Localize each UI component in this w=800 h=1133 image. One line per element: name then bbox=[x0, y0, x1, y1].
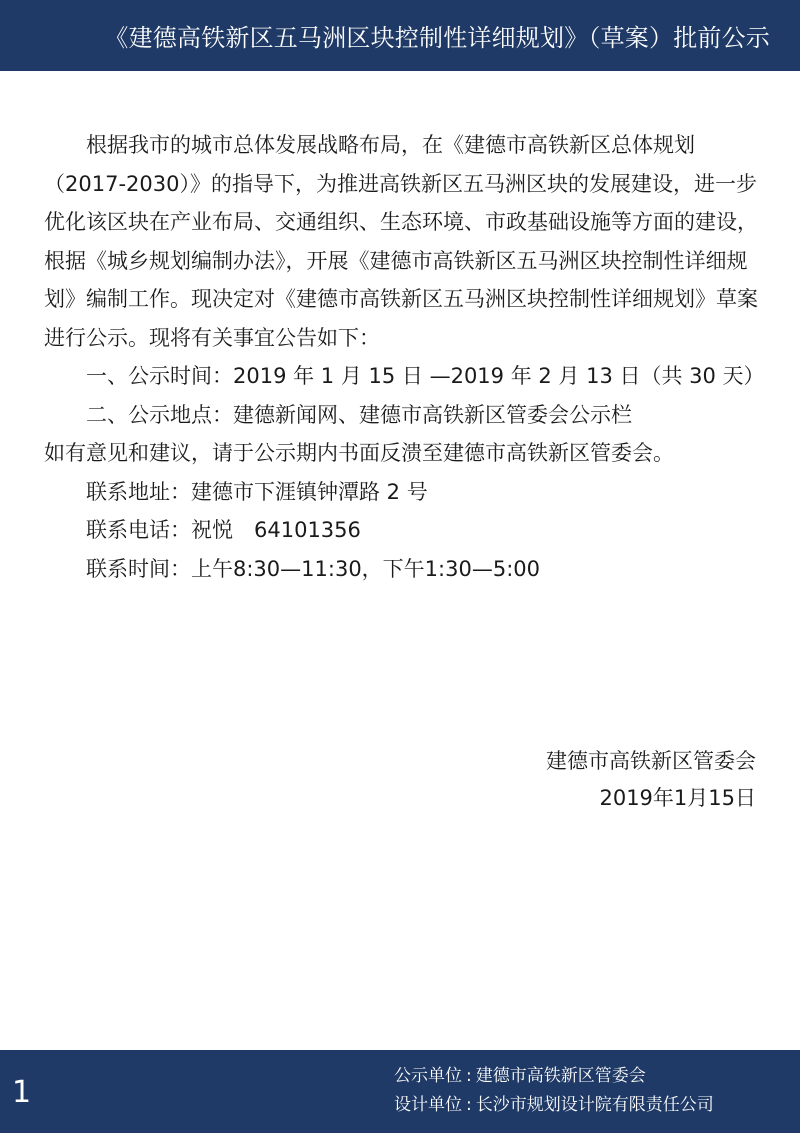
contact-hours: 联系时间：上午8:30—11:30，下午1:30—5:00 bbox=[86, 556, 540, 581]
publisher-separator: : bbox=[466, 1066, 472, 1086]
publisher-row bbox=[394, 1062, 714, 1091]
header-bar bbox=[0, 0, 800, 71]
opinion-note: 如有意见和建议，请于公示期内书面反溃至建德市高铁新区管委会。 bbox=[44, 441, 674, 465]
signature-org: 建德市高铁新区管委会 bbox=[546, 749, 756, 773]
contact-address: 联系地址：建德市下涯镇钟潭路 2 号 bbox=[86, 479, 428, 504]
intro-paragraph: 根据我市的城市总体发展战略布局，在《建德市高铁新区总体规划（2017-2030）》的指导下，为推进高铁新区五马洲区块的发展建设，进一步优化该区块在产业布局、交通组织、生态环境、市政基础设施等方面的建设，根据《城乡规划编制办法》，开展《建德市高铁新区五马洲区块控制性详细规划》编制工作。现决定对《建德市高铁新区五马洲区块控制性详细规划》草案进行公示。现将有关事宜公告如下： bbox=[44, 133, 758, 350]
page-title: 《建德高铁新区五马洲区块控制性详细规划》（草案）批前公示 bbox=[104, 24, 770, 52]
footer-credits bbox=[394, 1062, 714, 1120]
publisher-label: 公示单位 bbox=[394, 1066, 462, 1086]
notice-period: 一、公示时间：2019 年 1 月 15 日 —2019 年 2 月 13 日（共 30 天） bbox=[86, 364, 765, 388]
designer-name: 长沙市规划设计院有限责任公司 bbox=[475, 1095, 714, 1115]
contact-phone: 联系电话：祝悦 64101356 bbox=[86, 518, 361, 542]
signature-date: 2019年1月15日 bbox=[599, 786, 756, 810]
designer-row bbox=[394, 1091, 714, 1120]
footer-bar bbox=[0, 1050, 800, 1133]
notice-location: 二、公示地点：建德新闻网、建德市高铁新区管委会公示栏 bbox=[86, 402, 632, 427]
publisher-name: 建德市高铁新区管委会 bbox=[475, 1066, 646, 1086]
notice-body bbox=[44, 126, 774, 588]
signature-block bbox=[546, 743, 756, 817]
designer-separator: : bbox=[466, 1095, 472, 1115]
page-number: 1 bbox=[12, 1075, 32, 1110]
designer-label: 设计单位 bbox=[394, 1095, 462, 1115]
